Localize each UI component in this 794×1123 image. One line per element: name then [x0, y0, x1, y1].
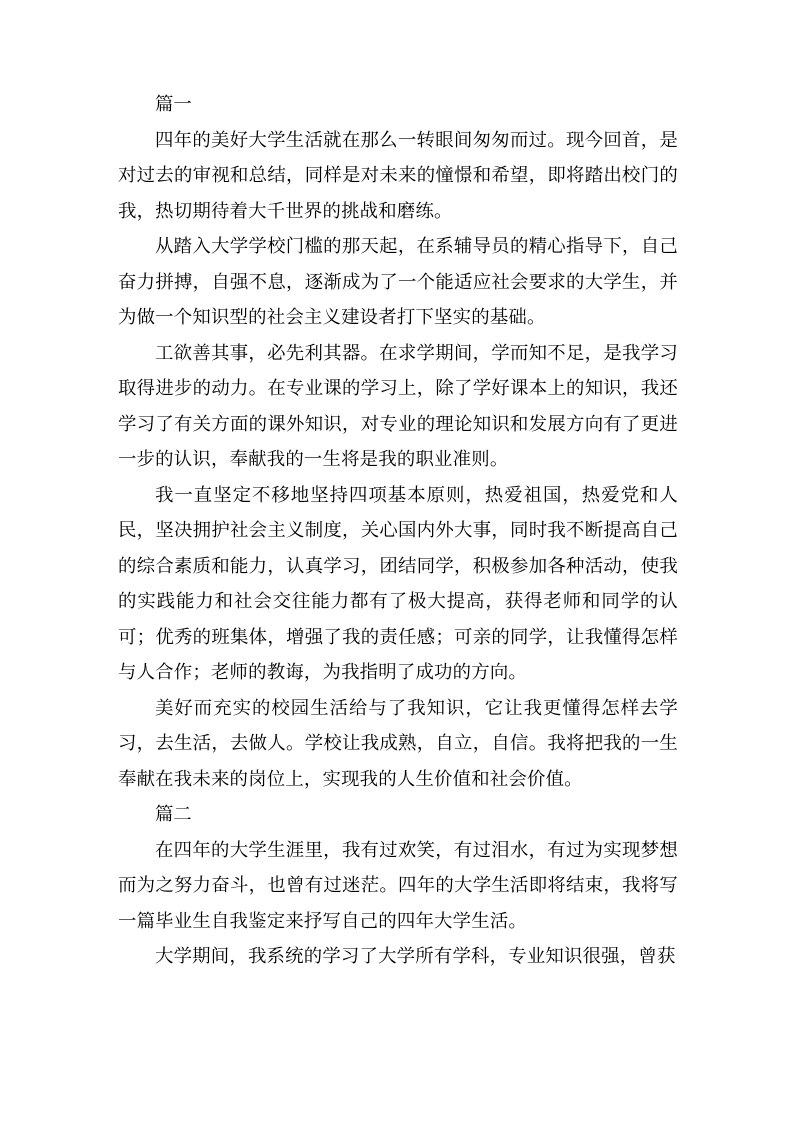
section-heading: 篇一 — [155, 94, 192, 115]
paragraph: 四年的美好大学生活就在那么一转眼间匆匆而过。现今回首，是对过去的审视和总结，同样是对未来的憧憬和希望，即将踏出校门的我，热切期待着大千世界的挑战和磨练。 — [118, 129, 678, 222]
paragraph: 从踏入大学学校门槛的那天起，在系辅导员的精心指导下，自己奋力拼搏，自强不息，逐渐成为了一个能适应社会要求的大学生，并为做一个知识型的社会主义建设者打下坚实的基础。 — [118, 236, 678, 328]
paragraph: 美好而充实的校园生活给与了我知识，它让我更懂得怎样去学习，去生活，去做人。学校让我成熟，自立，自信。我将把我的一生奉献在我未来的岗位上，实现我的人生价值和社会价值。 — [118, 697, 678, 790]
paragraph: 大学期间，我系统的学习了大学所有学科，专业知识很强，曾获 — [155, 946, 676, 967]
section-heading: 篇二 — [155, 804, 192, 825]
paragraph: 我一直坚定不移地坚持四项基本原则，热爱祖国，热爱党和人民，坚决拥护社会主义制度，关心国内外大事，同时我不断提高自己的综合素质和能力，认真学习，团结同学，积极参加各种活动，使我的实践能力和社会交往能力都有了极大提高，获得老师和同学的认可；优秀的班集体，增强了我的责任感；可亲的同学，让我懂得怎样与人合作；老师的教诲，为我指明了成功的方向。 — [118, 484, 678, 683]
paragraph: 在四年的大学生涯里，我有过欢笑，有过泪水，有过为实现梦想而为之努力奋斗，也曾有过迷茫。四年的大学生活即将结束，我将写一篇毕业生自我鉴定来抒写自己的四年大学生活。 — [118, 839, 678, 932]
document-page — [118, 87, 678, 975]
paragraph: 工欲善其事，必先利其器。在求学期间，学而知不足，是我学习取得进步的动力。在专业课的学习上，除了学好课本上的知识，我还学习了有关方面的课外知识，对专业的理论知识和发展方向有了更进一步的认识，奉献我的一生将是我的职业准则。 — [118, 342, 678, 470]
